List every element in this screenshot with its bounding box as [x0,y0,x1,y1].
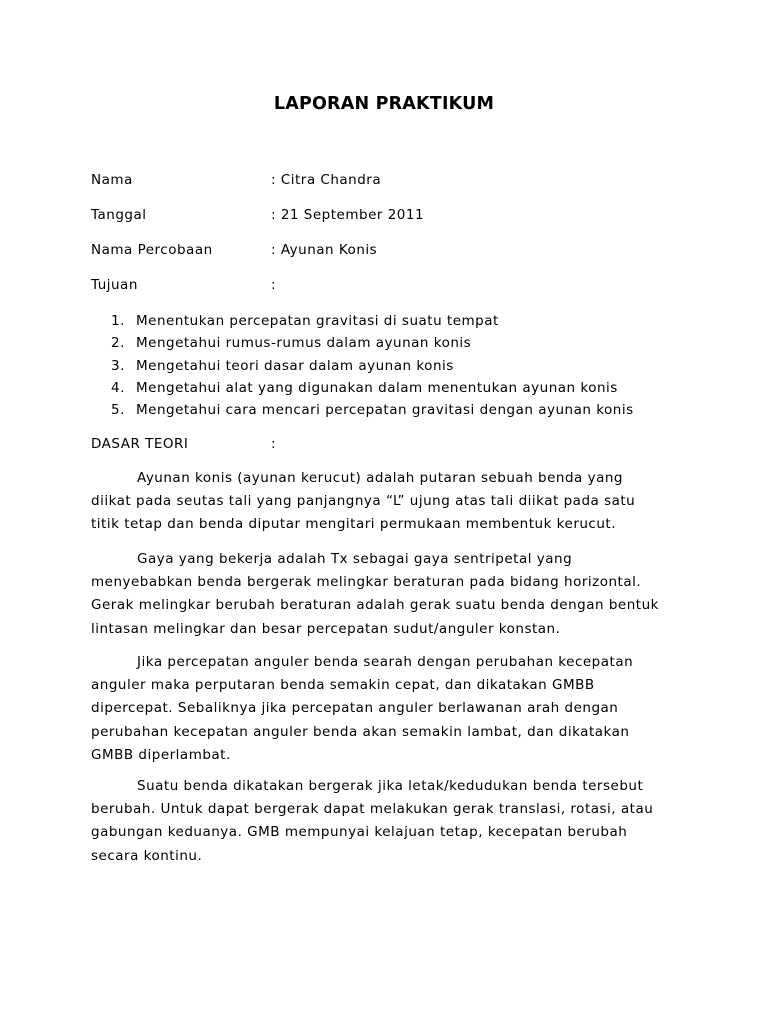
list-item-number: 2. [111,335,125,352]
paragraph-line: berubah. Untuk dapat bergerak dapat melakukan gerak translasi, rotasi, atau [91,801,654,818]
paragraph [91,467,666,537]
paragraph-line: Suatu benda dikatakan bergerak jika letak/kedudukan benda tersebut [137,778,644,794]
paragraph-line: diikat pada seutas tali yang panjangnya “L” ujung atas tali diikat pada satu [91,493,636,510]
list-item-text: Mengetahui rumus-rumus dalam ayunan konis [136,335,472,352]
field-tanggal-label: Tanggal [91,207,147,223]
list-item [111,377,634,399]
paragraph-line: GMBB diperlambat. [91,746,231,763]
field-tanggal [91,207,424,223]
paragraph-line: Ayunan konis (ayunan kerucut) adalah putaran sebuah benda yang [137,470,623,486]
paragraph-line: Gerak melingkar berubah beraturan adalah gerak suatu benda dengan bentuk [91,597,659,614]
section-heading-colon: : [271,436,277,452]
paragraph-line: gabungan keduanya. GMB mempunyai kelajuan tetap, kecepatan berubah [91,824,628,841]
list-item-text: Mengetahui cara mencari percepatan gravitasi dengan ayunan konis [136,402,634,419]
paragraph [91,651,666,767]
document-title: LAPORAN PRAKTIKUM [273,94,495,114]
paragraph-line: anguler maka perputaran benda semakin cepat, dan dikatakan GMBB [91,677,595,694]
paragraph-line: Gaya yang bekerja adalah Tx sebagai gaya sentripetal yang [137,551,573,567]
list-item-text: Mengetahui teori dasar dalam ayunan konis [136,357,454,374]
paragraph [91,775,666,868]
field-tanggal-value: : 21 September 2011 [271,207,425,223]
list-item [111,332,634,354]
paragraph-line: titik tetap dan benda diputar mengitari permukaan membentuk kerucut. [91,516,616,533]
paragraph-line: dipercepat. Sebaliknya jika percepatan anguler berlawanan arah dengan [91,700,619,717]
field-tujuan-value: : [271,277,277,293]
paragraph-line: perubahan kecepatan anguler benda akan semakin lambat, dan dikatakan [91,723,630,740]
paragraph-line: lintasan melingkar dan besar percepatan sudut/anguler konstan. [91,620,561,637]
field-nama-label: Nama [91,172,133,188]
list-item-number: 3. [111,357,125,374]
list-item-number: 1. [111,313,125,329]
field-nama [91,172,381,188]
list-item [111,399,634,421]
field-tujuan-label: Tujuan [91,277,138,293]
field-nama-value: : Citra Chandra [271,172,382,188]
list-item-number: 4. [111,379,125,396]
list-item [111,310,634,332]
field-tujuan [91,277,276,293]
paragraph-line: menyebabkan benda bergerak melingkar beraturan pada bidang horizontal. [91,574,642,591]
section-heading: DASAR TEORI [91,436,189,452]
list-item-number: 5. [111,402,125,419]
section-dasar-teori [91,436,276,452]
paragraph [91,548,666,641]
field-percobaan [91,242,377,258]
list-item [111,355,634,377]
field-percobaan-value: : Ayunan Konis [271,242,378,258]
goals-list [111,310,634,421]
list-item-text: Mengetahui alat yang digunakan dalam menentukan ayunan konis [136,379,618,396]
list-item-text: Menentukan percepatan gravitasi di suatu tempat [136,313,499,329]
paragraph-line: Jika percepatan anguler benda searah dengan perubahan kecepatan [137,654,634,670]
paragraph-line: secara kontinu. [91,847,203,864]
field-percobaan-label: Nama Percobaan [91,242,213,258]
